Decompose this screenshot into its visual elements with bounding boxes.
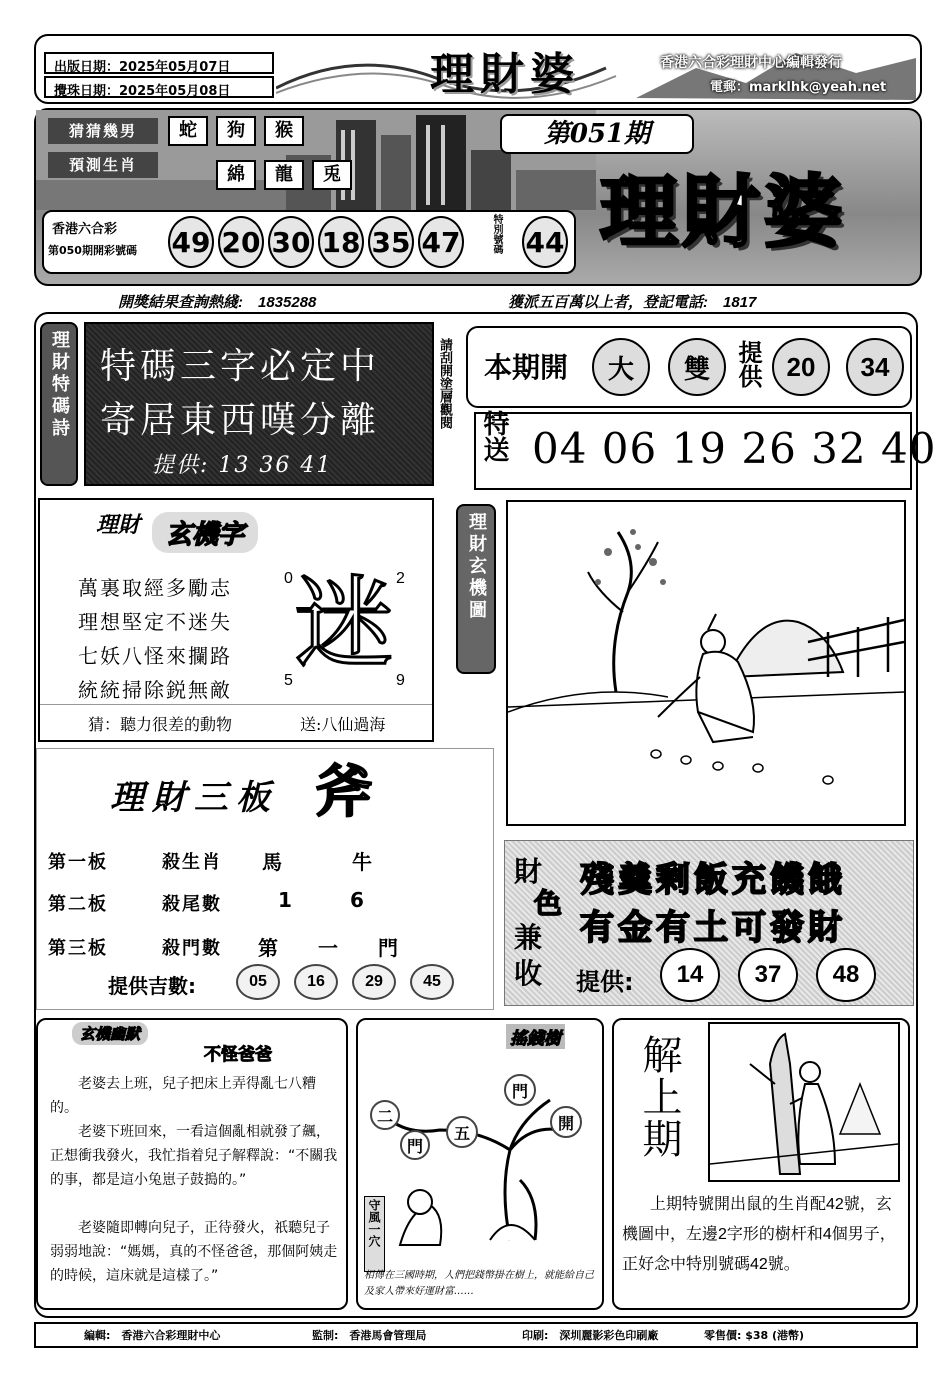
attr-big: 大 <box>592 338 650 396</box>
footer-print: 印刷: 深圳麗影彩色印刷廠 <box>522 1329 659 1342</box>
provide-ball-2: 34 <box>846 338 904 396</box>
riddle-title: 玄機字 <box>152 512 258 553</box>
lucky-label: 提供吉數: <box>108 974 196 998</box>
wealth-side-2: 色 <box>534 887 563 920</box>
riddle-brand: 理財 <box>96 513 141 538</box>
axe-row-2-label: 第二板 <box>48 894 108 915</box>
scholar-picture <box>710 1024 898 1180</box>
picture-side-label <box>456 504 496 674</box>
lucky-ball-2: 16 <box>294 964 338 1000</box>
banner-tag-monkey: 猴 <box>264 116 304 146</box>
solution-title: 解上期 <box>636 1034 682 1160</box>
gift-numbers: 04 06 19 26 32 40 <box>532 424 937 473</box>
issue-badge: 第051期 <box>500 114 694 154</box>
banner-tag-rabbit: 兎 <box>312 160 352 190</box>
axe-row-2-v1: 1 <box>278 888 292 912</box>
axe-row-2-kill: 殺尾數 <box>162 894 222 915</box>
special-ball: 44 <box>522 216 568 268</box>
wealth-side-4: 收 <box>514 957 543 990</box>
banner-tag-snake: 蛇 <box>168 116 208 146</box>
attr-even: 雙 <box>668 338 726 396</box>
poem-side-label <box>40 322 78 486</box>
wealth-side-3: 兼 <box>514 921 543 954</box>
wealth-ball-3: 48 <box>816 948 876 1002</box>
footer-price: 零售價: $38 (港幣) <box>704 1329 805 1342</box>
riddle-corner-tl: 0 <box>284 570 293 587</box>
lucky-ball-1: 05 <box>236 964 280 1000</box>
money-tree-caption: 相傳在三國時期，人們把錢幣掛在樹上，就能給自己及家人帶來好運財富…… <box>364 1270 594 1297</box>
banner-tag-sheep: 綿 <box>216 160 256 190</box>
riddle-line-3: 七妖八怪來攔路 <box>78 644 232 668</box>
axe-row-3-kill: 殺門數 <box>162 938 222 959</box>
solution-text: 上期特號開出鼠的生肖配42號，玄機圖中，左邊2字形的樹杆和4個男子，正好念中特別號碼42號。 <box>622 1196 896 1273</box>
draw-label: 第050期開彩號碼 <box>48 244 137 257</box>
wealth-provide-label: 提供: <box>576 968 634 996</box>
this-issue-label: 本期開 <box>484 351 569 384</box>
riddle-line-1: 萬裏取經多勵志 <box>78 576 232 600</box>
humor-title: 不怪爸爸 <box>204 1045 272 1065</box>
result-ball-3: 30 <box>268 216 314 268</box>
riddle-corner-br: 9 <box>396 672 405 689</box>
humor-para-1: 老婆去上班，兒子把床上弄得亂七八糟的。 <box>50 1076 316 1116</box>
money-tree-title: 搖錢樹 <box>506 1024 565 1049</box>
lucky-ball-4: 45 <box>410 964 454 1000</box>
riddle-send: 送:八仙過海 <box>300 715 386 734</box>
result-ball-4: 18 <box>318 216 364 268</box>
solution-picture <box>708 1022 900 1182</box>
big-title: 理財婆 <box>600 167 847 258</box>
riddle-big-char: 迷 <box>294 565 394 682</box>
poem-provide: 提供: 13 36 41 <box>152 453 333 478</box>
axe-row-3-v3: 門 <box>378 936 398 960</box>
gift-label: 特送 <box>479 410 509 462</box>
wealth-line-1: 殘羹剩飯充饑餓 <box>580 860 846 900</box>
banner-tag-dog: 狗 <box>216 116 256 146</box>
draw-date: 攪珠日期：2025年05月08日 <box>44 76 274 98</box>
email-line: 電郵：marklhk@yeah.net <box>710 80 887 95</box>
riddle-corner-bl: 5 <box>284 672 293 689</box>
riddle-corner-tr: 2 <box>396 570 405 587</box>
scratch-note: 請刮開塗層觀閱 <box>437 338 452 429</box>
wealth-ball-1: 14 <box>660 948 720 1002</box>
banner-label-2: 預測生肖 <box>48 152 158 178</box>
axe-row-3-label: 第三板 <box>48 938 108 959</box>
result-ball-1: 49 <box>168 216 214 268</box>
tree-fruit-1: 二 <box>370 1100 400 1130</box>
money-tree-drawing <box>360 1040 600 1250</box>
publisher-line: 香港六合彩理財中心編輯發行 <box>660 55 842 71</box>
humor-para-2: 老婆下班回來，一看這個亂相就發了飆，正想衝我發火，我忙指着兒子解釋說：“不關我的事，都是這小兔崽子鼓搗的。” <box>50 1124 338 1188</box>
puzzle-picture <box>506 500 906 826</box>
result-ball-5: 35 <box>368 216 414 268</box>
tree-fruit-3: 五 <box>446 1116 478 1148</box>
axe-row-1-kill: 殺生肖 <box>162 852 222 873</box>
special-label: 特別號碼 <box>491 214 502 254</box>
riddle-line-2: 理想堅定不迷失 <box>78 610 232 634</box>
provide-ball-1: 20 <box>772 338 830 396</box>
footer-editor: 編輯: 香港六合彩理財中心 <box>84 1329 221 1342</box>
axe-row-3-v2: 一 <box>318 936 338 960</box>
publish-date: 出版日期：2025年05月07日 <box>44 52 274 74</box>
poem-side-text: 理財特碼詩 <box>49 330 70 440</box>
picture-side-text: 理財玄機圖 <box>466 512 487 622</box>
wealth-line-2: 有金有土可發財 <box>580 908 846 948</box>
man-counting-picture <box>508 502 904 824</box>
wealth-side-1: 財 <box>514 855 543 888</box>
provide-label: 提供 <box>734 340 762 388</box>
riddle-divider <box>40 704 432 705</box>
poem-line-1: 特碼三字必定中 <box>100 346 381 387</box>
axe-row-1-label: 第一板 <box>48 852 108 873</box>
axe-char: 斧 <box>316 759 372 825</box>
axe-row-3-v1: 第 <box>258 936 278 960</box>
wealth-ball-2: 37 <box>738 948 798 1002</box>
banner-label-1: 猜猜幾男 <box>48 118 158 144</box>
result-ball-2: 20 <box>218 216 264 268</box>
masthead-title: 理財婆 <box>430 49 580 100</box>
tree-fruit-4: 門 <box>504 1074 536 1106</box>
three-axes-title: 理財三板 <box>110 778 278 818</box>
hotline-query: 開獎結果查詢熱綫: 1835288 <box>118 294 317 311</box>
footer-supervise: 監制: 香港馬會管理局 <box>312 1329 427 1342</box>
lucky-ball-3: 29 <box>352 964 396 1000</box>
tree-fruit-5: 開 <box>550 1106 582 1138</box>
banner-tag-dragon: 龍 <box>264 160 304 190</box>
humor-para-3: 老婆隨即轉向兒子，正待發火，祇聽兒子弱弱地說：“媽媽，真的不怪爸爸，那個阿姨走的時候，這床就是這樣了。” <box>50 1220 338 1284</box>
money-tree-tag: 守風一穴 <box>364 1196 385 1272</box>
result-ball-6: 47 <box>418 216 464 268</box>
riddle-guess: 猜：聽力很差的動物 <box>88 715 233 734</box>
poem-line-2: 寄居東西嘆分離 <box>100 400 381 441</box>
humor-badge: 玄機幽默 <box>72 1022 148 1045</box>
axe-row-1-v2: 牛 <box>352 850 372 874</box>
lottery-name: 香港六合彩 <box>52 222 118 237</box>
hotline-register: 獲派五百萬以上者，登記電話: 1817 <box>508 294 757 311</box>
axe-row-1-v1: 馬 <box>262 850 282 874</box>
axe-row-2-v2: 6 <box>350 888 364 912</box>
tree-fruit-2: 門 <box>400 1130 430 1160</box>
riddle-line-4: 統統掃除鋭無敵 <box>78 678 232 702</box>
